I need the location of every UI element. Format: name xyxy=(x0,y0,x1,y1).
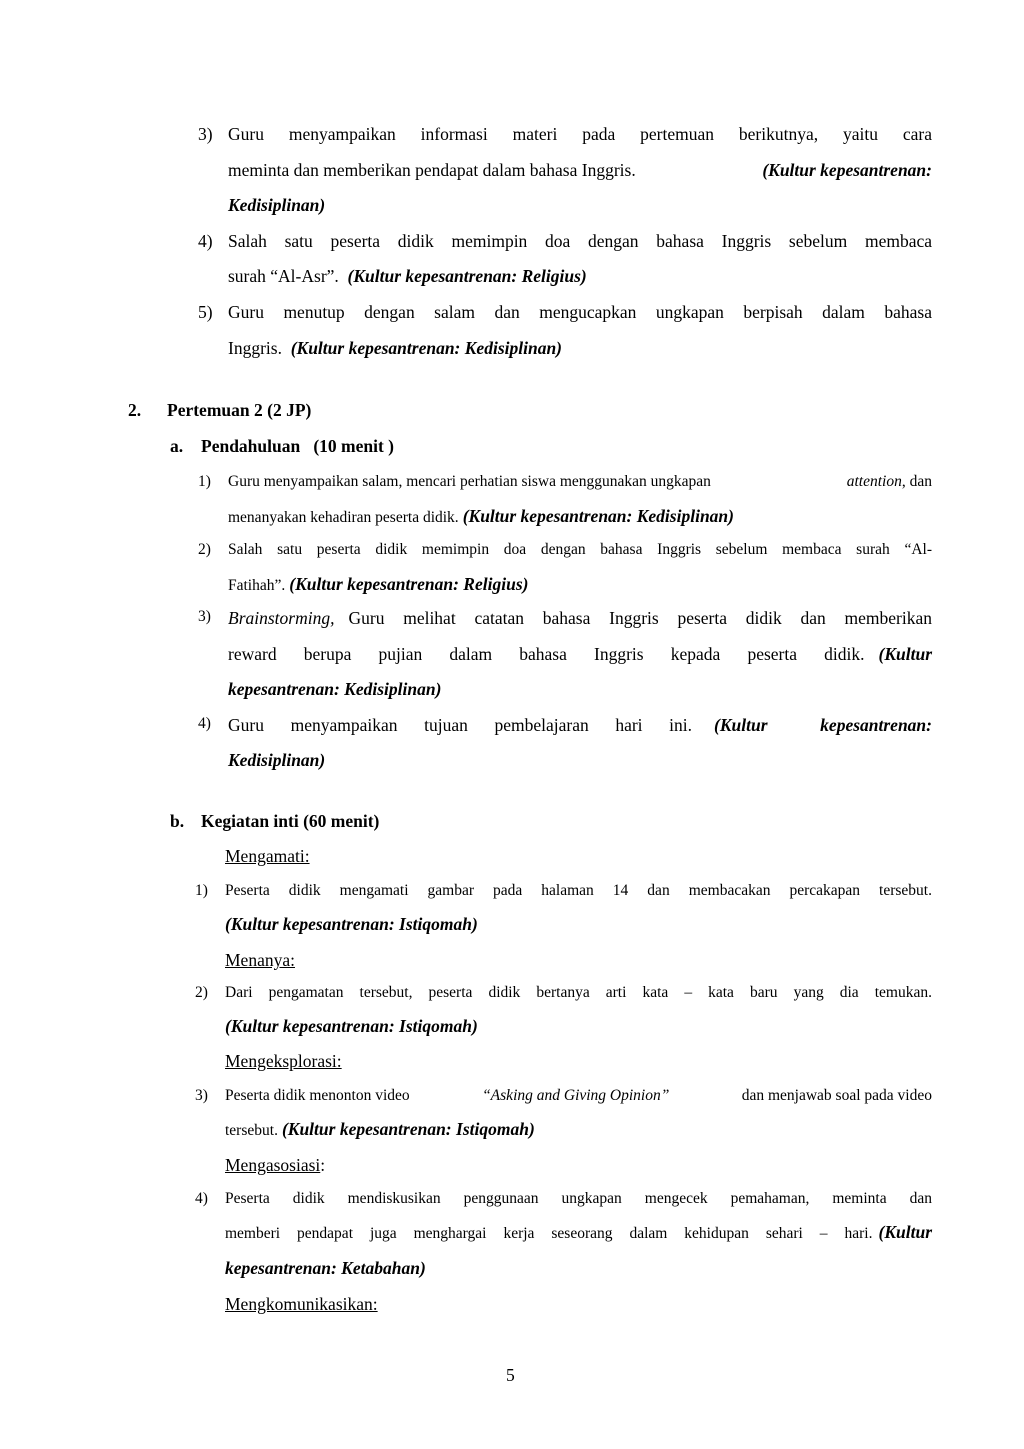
item-number: 4) xyxy=(195,1190,208,1207)
item-line xyxy=(228,473,932,491)
stage-heading: Mengasosiasi xyxy=(225,1155,321,1175)
stage-heading: Menanya: xyxy=(225,950,295,970)
item-line: Salah satu peserta didik memimpin doa dengan bahasa Inggris sebelum membaca surah “Al- xyxy=(228,541,932,558)
item-text: meminta dan memberikan pendapat dalam bahasa Inggris. xyxy=(228,160,636,180)
item-text: tersebut. xyxy=(225,1122,278,1139)
item-text: Guru melihat catatan bahasa Inggris peserta didik dan memberikan xyxy=(348,608,932,628)
item-text: , dan xyxy=(901,473,932,490)
item-number: 3) xyxy=(195,1087,208,1104)
item-line xyxy=(225,1222,932,1243)
item-number: 2) xyxy=(198,541,211,558)
item-text: menanyakan kehadiran peserta didik. xyxy=(228,509,459,526)
culture-tag: (Kultur xyxy=(878,644,932,664)
emphasis-text: “Asking and Giving Opinion” xyxy=(482,1087,670,1104)
item-text: memberi pendapat juga menghargai kerja seseorang dalam kehidupan sehari – hari. xyxy=(225,1225,873,1242)
stage-heading-suffix: : xyxy=(320,1155,326,1175)
item-text: Guru menyampaikan salam, mencari perhatian siswa menggunakan ungkapan xyxy=(228,473,711,490)
item-line: Guru menyampaikan informasi materi pada pertemuan berikutnya, yaitu cara xyxy=(228,124,932,144)
culture-tag: (Kultur kepesantrenan: Kedisiplinan) xyxy=(290,338,563,358)
stage-heading: Mengamati: xyxy=(225,846,310,866)
item-line xyxy=(228,506,734,527)
subsection-letter: b. xyxy=(170,811,185,831)
culture-tag: (Kultur kepesantrenan: xyxy=(714,715,932,735)
item-number: 5) xyxy=(198,302,213,322)
page-number: 5 xyxy=(506,1365,515,1385)
item-line xyxy=(228,644,932,665)
culture-tag: (Kultur kepesantrenan: Istiqomah) xyxy=(225,1016,478,1036)
item-line xyxy=(228,266,587,287)
culture-tag: Kedisiplinan) xyxy=(228,195,326,215)
item-text: Peserta didik menonton video xyxy=(225,1087,410,1104)
item-number: 1) xyxy=(195,882,208,899)
culture-tag: (Kultur kepesantrenan: Kedisiplinan) xyxy=(462,506,734,526)
stage-heading: Mengkomunikasikan: xyxy=(225,1294,378,1314)
section-number: 2. xyxy=(128,400,142,420)
item-number: 4) xyxy=(198,715,211,732)
culture-tag: (Kultur kepesantrenan: Istiqomah) xyxy=(225,914,478,934)
item-line xyxy=(228,608,932,629)
subsection-title: Pendahuluan (10 menit ) xyxy=(201,436,395,456)
item-line xyxy=(228,160,932,181)
item-line: Salah satu peserta didik memimpin doa dengan bahasa Inggris sebelum membaca xyxy=(228,231,932,251)
item-line: Guru menutup dengan salam dan mengucapkan ungkapan berpisah dalam bahasa xyxy=(228,302,932,322)
culture-tag: kepesantrenan: Ketabahan) xyxy=(225,1258,426,1278)
item-text: Fatihah”. xyxy=(228,577,286,594)
item-number: 2) xyxy=(195,984,208,1001)
stage-heading: Mengeksplorasi: xyxy=(225,1051,342,1071)
stage-heading-row xyxy=(225,1155,325,1176)
emphasis-text: Brainstorming, xyxy=(228,608,335,628)
section-title: Pertemuan 2 (2 JP) xyxy=(167,400,312,420)
culture-tag: (Kultur kepesantrenan: Istiqomah) xyxy=(281,1119,535,1139)
item-number: 3) xyxy=(198,124,213,144)
culture-tag: kepesantrenan: Kedisiplinan) xyxy=(228,679,442,699)
item-line xyxy=(225,1087,932,1105)
culture-tag: (Kultur kepesantrenan: Religius) xyxy=(347,266,587,286)
item-text: Guru menyampaikan tujuan pembelajaran hari ini. xyxy=(228,715,692,735)
item-line: Dari pengamatan tersebut, peserta didik bertanya arti kata – kata baru yang dia temukan. xyxy=(225,984,932,1001)
item-number: 3) xyxy=(198,608,211,625)
emphasis-text: attention xyxy=(846,473,902,490)
item-line: Peserta didik mengamati gambar pada halaman 14 dan membacakan percakapan tersebut. xyxy=(225,882,932,899)
item-line xyxy=(225,1119,535,1140)
item-line xyxy=(228,338,562,359)
culture-tag: Kedisiplinan) xyxy=(228,750,326,770)
item-line xyxy=(228,715,932,736)
item-number: 1) xyxy=(198,473,211,490)
item-text: Inggris. xyxy=(228,338,282,358)
culture-tag: (Kultur kepesantrenan: xyxy=(762,160,932,180)
subsection-letter: a. xyxy=(170,436,184,456)
culture-tag: (Kultur kepesantrenan: Religius) xyxy=(289,574,529,594)
item-line xyxy=(228,574,528,595)
culture-tag: (Kultur xyxy=(878,1222,932,1242)
item-text: reward berupa pujian dalam bahasa Inggris kepada peserta didik. xyxy=(228,644,865,664)
item-line: Peserta didik mendiskusikan penggunaan ungkapan mengecek pemahaman, meminta dan xyxy=(225,1190,932,1207)
subsection-title: Kegiatan inti (60 menit) xyxy=(201,811,380,831)
item-number: 4) xyxy=(198,231,213,251)
item-text: surah “Al-Asr”. xyxy=(228,266,339,286)
item-text: dan menjawab soal pada video xyxy=(741,1087,932,1104)
